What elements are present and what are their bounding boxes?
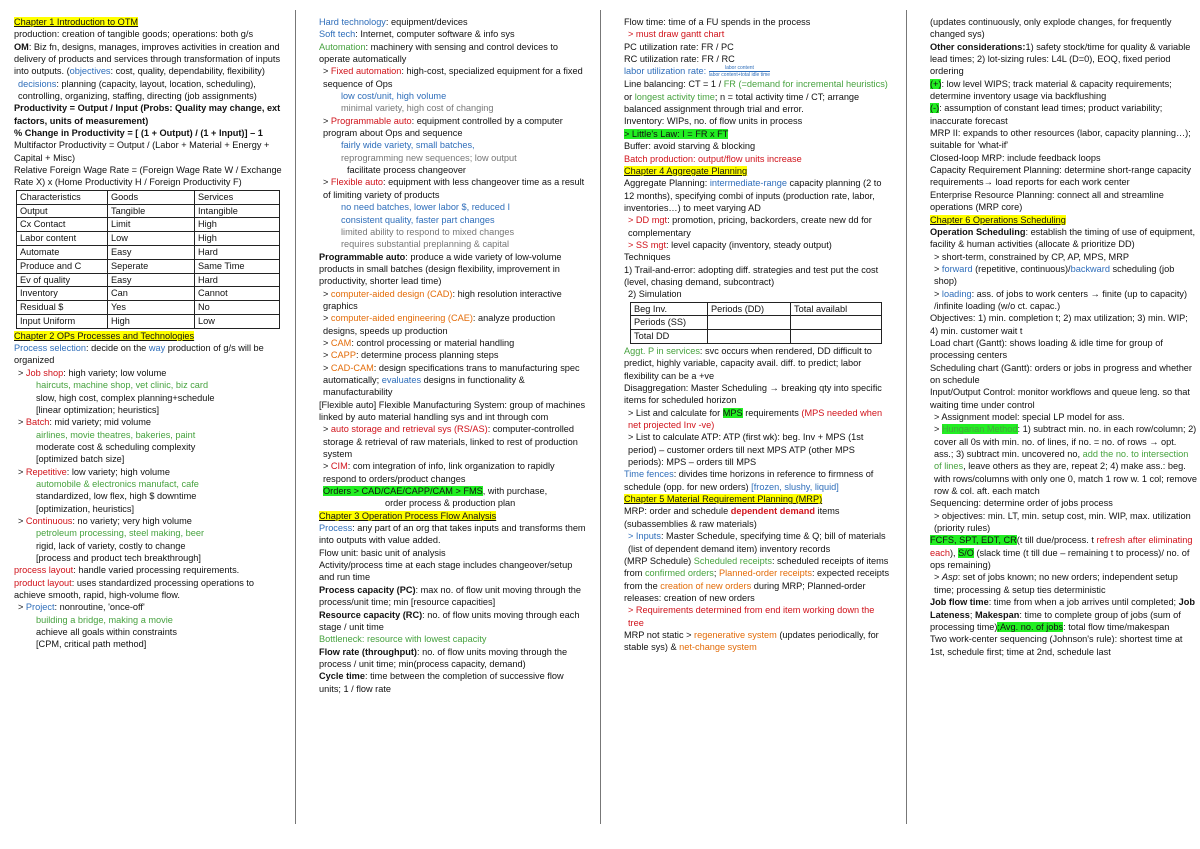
flex-auto-con: limited ability to respond to mixed changes — [341, 226, 515, 237]
project: > Project: nonroutine, 'once-off' — [18, 602, 145, 613]
process-layout: process layout: handle varied processing requirements. — [14, 565, 240, 576]
rfwr-formula: Relative Foreign Wage Rate = (Foreign Wage Rate W / Exchange Rate X) x (Home Productivity H / Foreign Productivity F) — [14, 165, 282, 188]
cam: > CAM: control processing or material handling — [323, 337, 515, 348]
sequencing-objectives: > objectives: min. LT, min. setup cost, min. WIP, max. utilization (priority rules) — [934, 510, 1191, 534]
table-header: Services — [195, 190, 280, 204]
capacity-requirement-planning: Capacity Requirement Planning: determine short-range capacity requirements→ load reports for each work center — [930, 165, 1191, 188]
gantt-note: > must draw gantt chart — [628, 29, 725, 40]
flexible-auto: > Flexible auto: equipment with less changeover time as a result of limiting variety of products — [323, 177, 585, 200]
hungarian-method: > Hungarian Method: 1) subtract min. no. in each row/column; 2) cover all 0s with min. no. of lines, if no. = no. of rows → opt. ass.; 3) subtract min. uncovered no, add the no. to intersection of lines, leave others as they are, repeat 2; 4) make ass.: beg. with rows/columns with only one 0, match 1 row w. 1 col; remove row & col. aft. each match — [934, 424, 1197, 497]
table-row: Total DD — [631, 330, 882, 344]
activity-time: Activity/process time at each stage includes changeover/setup and run time — [319, 560, 573, 583]
simulation-table — [630, 302, 882, 344]
goods-services-table — [16, 190, 280, 329]
orders-flow: Orders > CAD/CAE/CAPP/CAM > FMS, with purchase, — [323, 486, 548, 497]
list-mps: > List and calculate for MPS requirements (MPS needed when net projected Inv -ve) — [628, 407, 883, 431]
flex-auto-con: requires substantial preplanning & capital — [341, 239, 510, 250]
table-header: Goods — [108, 190, 195, 204]
requirements-determined: > Requirements determined from end item working down the tree — [628, 605, 875, 628]
loading: > loading: ass. of jobs to work centers → finite (up to capacity) /infinite loading (w/o ct. capac.) — [934, 288, 1188, 311]
decisions-note: decisions: planning (capacity, layout, location, scheduling), controlling, organizing, staffing, directing (job assignments) — [18, 78, 257, 102]
prog-auto-pro: fairly wide variety, small batches, — [341, 140, 475, 151]
flow-rate: Flow rate (throughput): no. of flow units moving through the process / unit time; min(process capacity, demand) — [319, 646, 568, 669]
table-row: Output Tangible Intangible — [17, 204, 280, 218]
continuous-method: [process and product tech breakthrough] — [36, 552, 201, 563]
buffer: Buffer: avoid starving & blocking — [624, 141, 756, 152]
automation: Automation: machinery with sensing and control devices to operate automatically — [319, 41, 559, 65]
cad: > computer-aided design (CAD): high resolution interactive graphics — [323, 288, 562, 311]
process-capacity: Process capacity (PC): max no. of flow unit moving through the process/unit time; min [resource capacities] — [319, 584, 581, 608]
time-fences: Time fences: divides time horizons in reference to firmness of schedule (opp. for new orders) [frozen, slushy, liquid] — [624, 469, 874, 492]
mrp-cons: (-): assumption of constant lead times; product variability; inaccurate forecast — [930, 103, 1163, 126]
scheduling-chart: Scheduling chart (Gantt): orders or jobs in progress and whether on schedule — [930, 362, 1192, 385]
cycle-time: Cycle time: time between the completion of successive flow units; 1 / flow rate — [319, 671, 564, 694]
aggregate-services: Aggt. P in services: svc occurs when rendered, DD difficult to predict, highly variable, capacity avail. diff. to predict; labor flexibility can be a +ve — [624, 346, 872, 381]
batch-examples: airlines, movie theatres, bakeries, paint — [36, 429, 196, 440]
fixed-automation: > Fixed automation: high-cost, specialized equipment for a fixed sequence of Ops — [323, 66, 583, 89]
inventory: Inventory: WIPs, no. of flow units in process — [624, 116, 803, 127]
flow-unit: Flow unit: basic unit of analysis — [319, 547, 446, 558]
table-header: Characteristics — [17, 190, 108, 204]
assignment-model: > Assignment model: special LP model for ass. — [934, 412, 1125, 422]
table-row: Inventory Can Cannot — [17, 287, 280, 301]
net-change-cont: (updates continuously, only explode changes, for frequently changed sys) — [930, 17, 1172, 40]
column-divider — [600, 10, 601, 824]
table-row: Residual $ Yes No — [17, 301, 280, 315]
soft-tech: Soft tech: Internet, computer software & info sys — [319, 29, 515, 40]
line-balancing: Line balancing: CT = 1 / FR (=demand for incremental heuristics) or longest activity time; n = total activity time / CT; arrange balanced assignment through trial and error. — [624, 79, 888, 115]
fixed-auto-con: minimal variety, high cost of changing — [341, 103, 494, 114]
rc-utilization: RC utilization rate: FR / RC — [624, 54, 735, 65]
job-metrics: Job flow time: time from when a job arrives until completed; Job Lateness; Makespan: time to complete group of jobs (sum of processing time);Avg. no. of jobs: total flow time/makespan — [930, 597, 1196, 632]
batch: > Batch: mid variety; mid volume — [18, 417, 152, 428]
disaggregation: Disaggregation: Master Scheduling → breaking qty into specific items for scheduled horizon — [624, 383, 882, 406]
batch-method: [optimized batch size] — [36, 454, 125, 465]
continuous: > Continuous: no variety; very high volume — [18, 515, 192, 526]
repetitive-note: standardized, low flex, high $ downtime — [36, 491, 197, 502]
cim: > CIM: com integration of info, link organization to rapidly respond to orders/product changes — [323, 461, 555, 484]
short-term: > short-term, constrained by CP, AP, MPS, MRP — [934, 251, 1129, 262]
labor-utilization-fraction: $\frac{\text{labor content}}{\text{labor content+total idle time}}$ — [708, 65, 771, 79]
mrp-schedule: (MRP Schedule) Scheduled receipts: scheduled receipts of items from confirmed orders; Planned-order receipts: expected receipts from the creation of new orders during MRP; Planned-order releases: creation of new orders — [624, 555, 890, 603]
column-divider — [295, 10, 296, 824]
programmable-auto-2: Programmable auto: produce a wide variety of low-volume products in small batches (design flexibility, improvement in productivity, shorter lead time) — [319, 251, 562, 287]
sequencing: Sequencing: determine order of jobs process — [930, 498, 1113, 509]
flex-auto-pro: no need batches, lower labor $, reduced I — [341, 202, 511, 213]
dd-mgt: > DD mgt: promotion, pricing, backorders, create new dd for complementary — [628, 215, 872, 238]
io-control: Input/Output Control: monitor workflows and queue leng. so that waiting time under control — [930, 387, 1190, 410]
atp: > List to calculate ATP: ATP (first wk): beg. Inv + MPS (1st period) – customer orders till next MPS ATP (other MPS periods): MPS – orders till MPS — [628, 432, 864, 468]
repetitive-method: [optimization, heuristics] — [36, 503, 135, 514]
process-def: Process: any part of an org that takes inputs and transforms them into outputs with value added. — [319, 523, 586, 546]
pc-utilization: PC utilization rate: FR / PC — [624, 41, 734, 52]
repetitive-examples: automobile & electronics manufact, cafe — [36, 478, 199, 489]
mrp-not-static: MRP not static > regenerative system (updates periodically, for stable sys) & net-change system — [624, 629, 879, 653]
table-row: Automate Easy Hard — [17, 246, 280, 260]
flow-time: Flow time: time of a FU spends in the process — [624, 17, 811, 27]
chapter-4-heading: Chapter 4 Aggregate Planning — [624, 165, 748, 176]
table-row: Periods (SS) — [631, 316, 882, 330]
table-row: Beg Inv. Periods (DD) Total availabl — [631, 302, 882, 316]
hard-tech: Hard technology: equipment/devices — [319, 17, 468, 27]
continuous-examples: petroleum processing, steel making, beer — [36, 528, 205, 539]
job-shop-note: slow, high cost, complex planning+schedule — [36, 392, 215, 403]
repetitive: > Repetitive: low variety; high volume — [18, 466, 170, 477]
chapter-5-heading: Chapter 5 Material Requirement Planning (MRP) — [624, 494, 823, 505]
project-examples: building a bridge, making a movie — [36, 614, 173, 625]
orders-flow-cont: order process & production plan — [385, 498, 516, 509]
column-1 — [14, 16, 282, 651]
pct-change-formula: % Change in Productivity = [ (1 + Output) / (1 + Input)] – 1 — [14, 128, 263, 139]
littles-law: > Little's Law: I = FR x FT — [624, 128, 729, 139]
objectives: Objectives: 1) min. completion t; 2) max utilization; 3) min. WIP; 4) min. customer wait t — [930, 313, 1188, 336]
flex-auto-pro: consistent quality, faster part changes — [341, 214, 495, 225]
table-row: Labor content Low High — [17, 232, 280, 246]
job-shop-examples: haircuts, machine shop, vet clinic, biz card — [36, 380, 209, 391]
erp: Enterprise Resource Planning: connect all and streamline operations (MRP core) — [930, 189, 1164, 213]
mrp-pros: (+): low level WIPS; track material & capacity requirements; determine inventory usage via backflushing — [930, 78, 1172, 102]
closed-loop-mrp: Closed-loop MRP: include feedback loops — [930, 152, 1101, 163]
table-row: Cx Contact Limit High — [17, 218, 280, 232]
labor-utilization: labor utilization rate: $\frac{\text{labor content}}{\text{labor content+total idle time}}$ — [624, 65, 771, 79]
product-layout: product layout: uses standardized processing operations to achieve smooth, rapid, high-volume flow. — [14, 577, 255, 600]
multifactor-formula: Multifactor Productivity = Output / (Labor + Material + Energy + Capital + Misc) — [14, 140, 270, 163]
column-2 — [319, 16, 587, 695]
load-chart: Load chart (Gantt): shows loading & idle time for group of processing centers — [930, 337, 1163, 361]
chapter-6-heading: Chapter 6 Operations Scheduling — [930, 214, 1066, 225]
assumptions: > Asp: set of jobs known; no new orders; independent setup time; processing & setup ties deterministic — [934, 572, 1178, 595]
bottleneck: Bottleneck: resource with lowest capacity — [319, 634, 487, 645]
project-note: achieve all goals within constraints — [36, 627, 177, 638]
column-3 — [624, 16, 892, 654]
johnsons-rule: Two work-center sequencing (Johnson's rule): shortest time at 1st, schedule first; time at 2nd, schedule last — [930, 634, 1183, 657]
productivity-formula: Productivity = Output / Input (Probs: Quality may change, ext factors, units of measurement) — [14, 103, 281, 126]
table-row: Ev of quality Easy Hard — [17, 273, 280, 287]
mrp-inputs: > Inputs: Master Schedule, specifying time & Q; bill of materials (list of dependent demand item) inventory records — [628, 531, 886, 554]
prog-auto-con: reprogramming new sequences; low output — [341, 152, 517, 163]
job-shop-method: [linear optimization; heuristics] — [36, 404, 160, 415]
table-row: Input Uniform High Low — [17, 314, 280, 328]
om-definition: OM: Biz fn, designs, manages, improves activities in creation and delivery of products and services through transformation of inputs into outputs. (objectives: cost, quality, dependability, flexibility) — [14, 41, 281, 77]
production-definition: production: creation of tangible goods; operations: both g/s — [14, 29, 254, 40]
ss-mgt: > SS mgt: level capacity (inventory, steady output) — [628, 239, 832, 250]
job-shop: > Job shop: high variety; low volume — [18, 367, 167, 378]
capp: > CAPP: determine process planning steps — [323, 350, 499, 361]
continuous-note: rigid, lack of variety, costly to change — [36, 540, 186, 551]
fms: [Flexible auto] Flexible Manufacturing System: group of machines linked by auto material handling sys and int through com — [319, 399, 586, 422]
fixed-auto-pro: low cost/unit, high volume — [341, 91, 447, 102]
prog-auto-note: facilitate process changeover — [347, 165, 466, 176]
column-divider — [906, 10, 907, 824]
project-method: [CPM, critical path method] — [36, 639, 147, 650]
chapter-2-heading: Chapter 2 OPs Processes and Technologies — [14, 330, 195, 341]
forward-backward: > forward (repetitive, continuous)/backward scheduling (job shop) — [934, 263, 1175, 287]
techniques: Techniques — [624, 252, 671, 263]
chapter-1-heading: Chapter 1 Introduction to OTM — [14, 17, 139, 27]
resource-capacity: Resource capacity (RC): no. of flow units moving through each stage / unit time — [319, 609, 580, 632]
trial-error: 1) Trail-and-error: adopting diff. strategies and test put the cost (level, chasing demand, subcontract) — [624, 264, 879, 287]
process-selection: Process selection: decide on the way production of g/s will be organized — [14, 343, 264, 366]
cae: > computer-aided engineering (CAE): analyze production designs, speeds up production — [323, 313, 556, 336]
cad-cam: > CAD-CAM: design specifications trans to manufacturing spec automatically; evaluates designs in functionality & manufacturability — [323, 362, 580, 398]
table-row: Produce and C Seperate Same Time — [17, 259, 280, 273]
asrs: > auto storage and retrieval sys (RS/AS): computer-controlled storage & retrieval of raw materials, linked to rest of production system — [323, 424, 578, 460]
batch-note: moderate cost & scheduling complexity — [36, 441, 196, 452]
aggregate-planning: Aggregate Planning: intermediate-range capacity planning (2 to 12 months), specifying combi of inputs (production rate, labor, inventories…) to meet varying AD — [624, 178, 882, 213]
operation-scheduling: Operation Scheduling: establish the timing of use of equipment, facility & human activities (allocate & prioritize DD) — [930, 226, 1196, 250]
column-4 — [930, 16, 1198, 658]
mrp-def: MRP: order and schedule dependent demand items (subassemblies & raw materials) — [624, 506, 840, 529]
priority-rules: FCFS, SPT, EDT, CR(t till due/process. t refresh after eliminating each), S/O (slack time (t till due – remaining t to process)/ no. of ops remaining) — [930, 535, 1193, 571]
other-considerations: Other considerations:1) safety stock/time for quality & variable lead times; 2) lot-sizing rules: L4L (D=0), EOQ, fixed period ordering — [930, 41, 1191, 77]
mrp-ii: MRP II: expands to other resources (labor, capacity planning…); suitable for 'what-if' — [930, 128, 1191, 151]
programmable-auto: > Programmable auto: equipment controlled by a computer program about Ops and sequence — [323, 115, 563, 139]
batch-production: Batch production: output/flow units increase — [624, 153, 802, 164]
simulation: 2) Simulation — [628, 289, 682, 300]
chapter-3-heading: Chapter 3 Operation Process Flow Analysis — [319, 510, 497, 521]
